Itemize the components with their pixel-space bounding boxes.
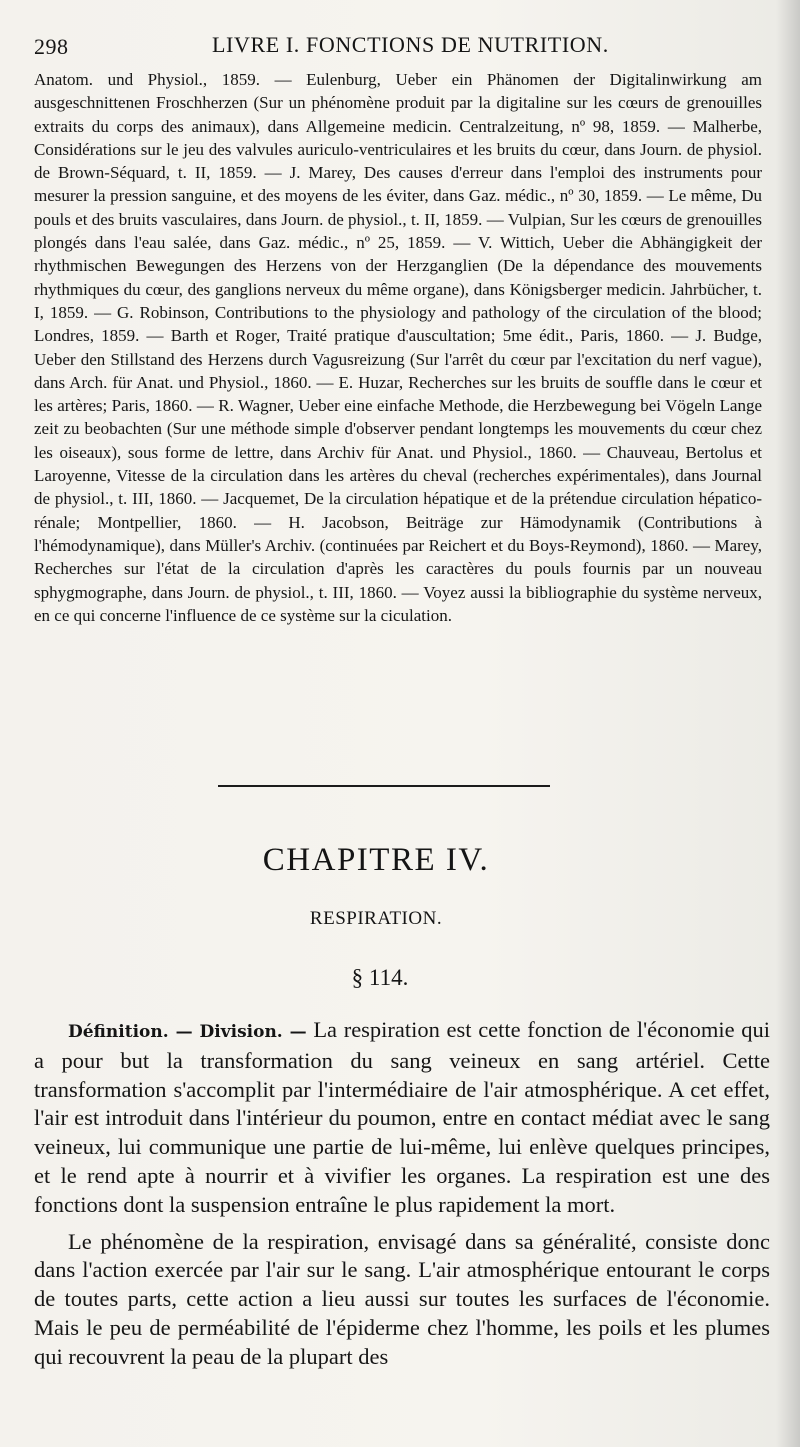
paragraph-number: § 114. — [351, 965, 409, 990]
paragraph-text: La respiration est cette fonction de l'économie qui a pour but la transformation du sang veineux en sang artériel. Cette transformation s'accomplit par l'intermédiaire de l'air atmosphérique. A cet effet, l'air est introduit dans l'intérieur du poumon, entre en contact médiat avec le sang veineux, lui communique une partie de lui-même, lui enlève quelques principes, et le rend apte à nourrir et à vivifier les organes. La respiration est une des fonctions dont la suspension entraîne le plus rapidement la mort. — [34, 1017, 770, 1217]
bibliography-text: Anatom. und Physiol., 1859. — Eulenburg, Ueber ein Phänomen der Digitalinwirkung am ausgeschnittenen Froschherzen (Sur un phénomène produit par la digitaline sur les cœurs de grenouilles extraits du corps des animaux), dans Allgemeine medicin. Centralzeitung, nº 98, 1859. — Malherbe, Considérations sur le jeu des valvules auriculo-ventriculaires et les bruits du cœur, dans Journ. de physiol. de Brown-Séquard, t. II, 1859. — J. Marey, Des causes d'erreur dans l'emploi des instruments pour mesurer la pression sanguine, et des moyens de les éviter, dans Gaz. médic., nº 30, 1859. — Le même, Du pouls et des bruits vasculaires, dans Journ. de physiol., t. II, 1859. — Vulpian, Sur les cœurs de grenouilles plongés dans l'eau salée, dans Gaz. médic., nº 25, 1859. — V. Wittich, Ueber die Abhängigkeit der rhythmischen Bewegungen des Herzens von der Herzganglien (De la dépendance des mouvements rhythmiques du cœur, des ganglions nerveux du même organe), dans Königsberger medicin. Jahrbücher, t. I, 1859. — G. Robinson, Contributions to the physiology and pathology of the circulation of the blood; Londres, 1859. — Barth et Roger, Traité pratique d'auscultation; 5me édit., Paris, 1860. — J. Budge, Ueber den Stillstand des Herzens durch Vagusreizung (Sur l'arrêt du cœur par l'excitation du nerf vague), dans Arch. für Anat. und Physiol., 1860. — E. Huzar, Recherches sur les bruits de souffle dans le cœur et les artères; Paris, 1860. — R. Wagner, Ueber eine einfache Methode, die Herzbewegung bei Vögeln Lange zeit zu beobachten (Sur une méthode simple d'observer pendant longtemps les mouvements du cœur chez les oiseaux), sous forme de lettre, dans Archiv für Anat. und Physiol., 1860. — Chauveau, Bertolus et Laroyenne, Vitesse de la circulation dans les artères du cheval (recherches expérimentales), dans Journal de physiol., t. III, 1860. — Jacquemet, De la circulation hépatique et de la prétendue circulation hépatico-rénale; Montpellier, 1860. — H. Jacobson, Beiträge zur Hämodynamik (Contributions à l'hémodynamique), dans Müller's Archiv. (continuées par Reichert et du Boys-Reymond), 1860. — Marey, Recherches sur l'état de la circulation d'après les caractères du pouls fournis par un nouveau sphygmographe, dans Journ. de physiol., t. III, 1860. — Voyez aussi la bibliographie du système nerveux, en ce qui concerne l'influence de ce système sur la ciculation. — [34, 70, 762, 625]
chapter-subtitle: RESPIRATION. — [309, 908, 443, 929]
section-divider — [218, 785, 550, 787]
paragraph-text: Le phénomène de la respiration, envisagé dans sa généralité, consiste donc dans l'action exercée par l'air sur le sang. L'air atmosphérique entourant le corps de toutes parts, cette action a lieu aussi sur toutes les surfaces de l'économie. Mais le peu de perméabilité de l'épiderme chez l'homme, les poils et les plumes qui recouvrent la peau de la plupart des — [34, 1228, 770, 1369]
paragraph-lead: Définition. — Division. — — [68, 1022, 307, 1042]
paragraph-phenomenon — [34, 1228, 770, 1372]
paragraph-definition — [34, 1016, 770, 1220]
page-header — [34, 30, 770, 64]
chapter-title: CHAPITRE IV. — [262, 842, 490, 878]
page-number: 298 — [34, 34, 69, 59]
body-text — [34, 1016, 770, 1372]
running-head: LIVRE I. FONCTIONS DE NUTRITION. — [212, 32, 609, 57]
